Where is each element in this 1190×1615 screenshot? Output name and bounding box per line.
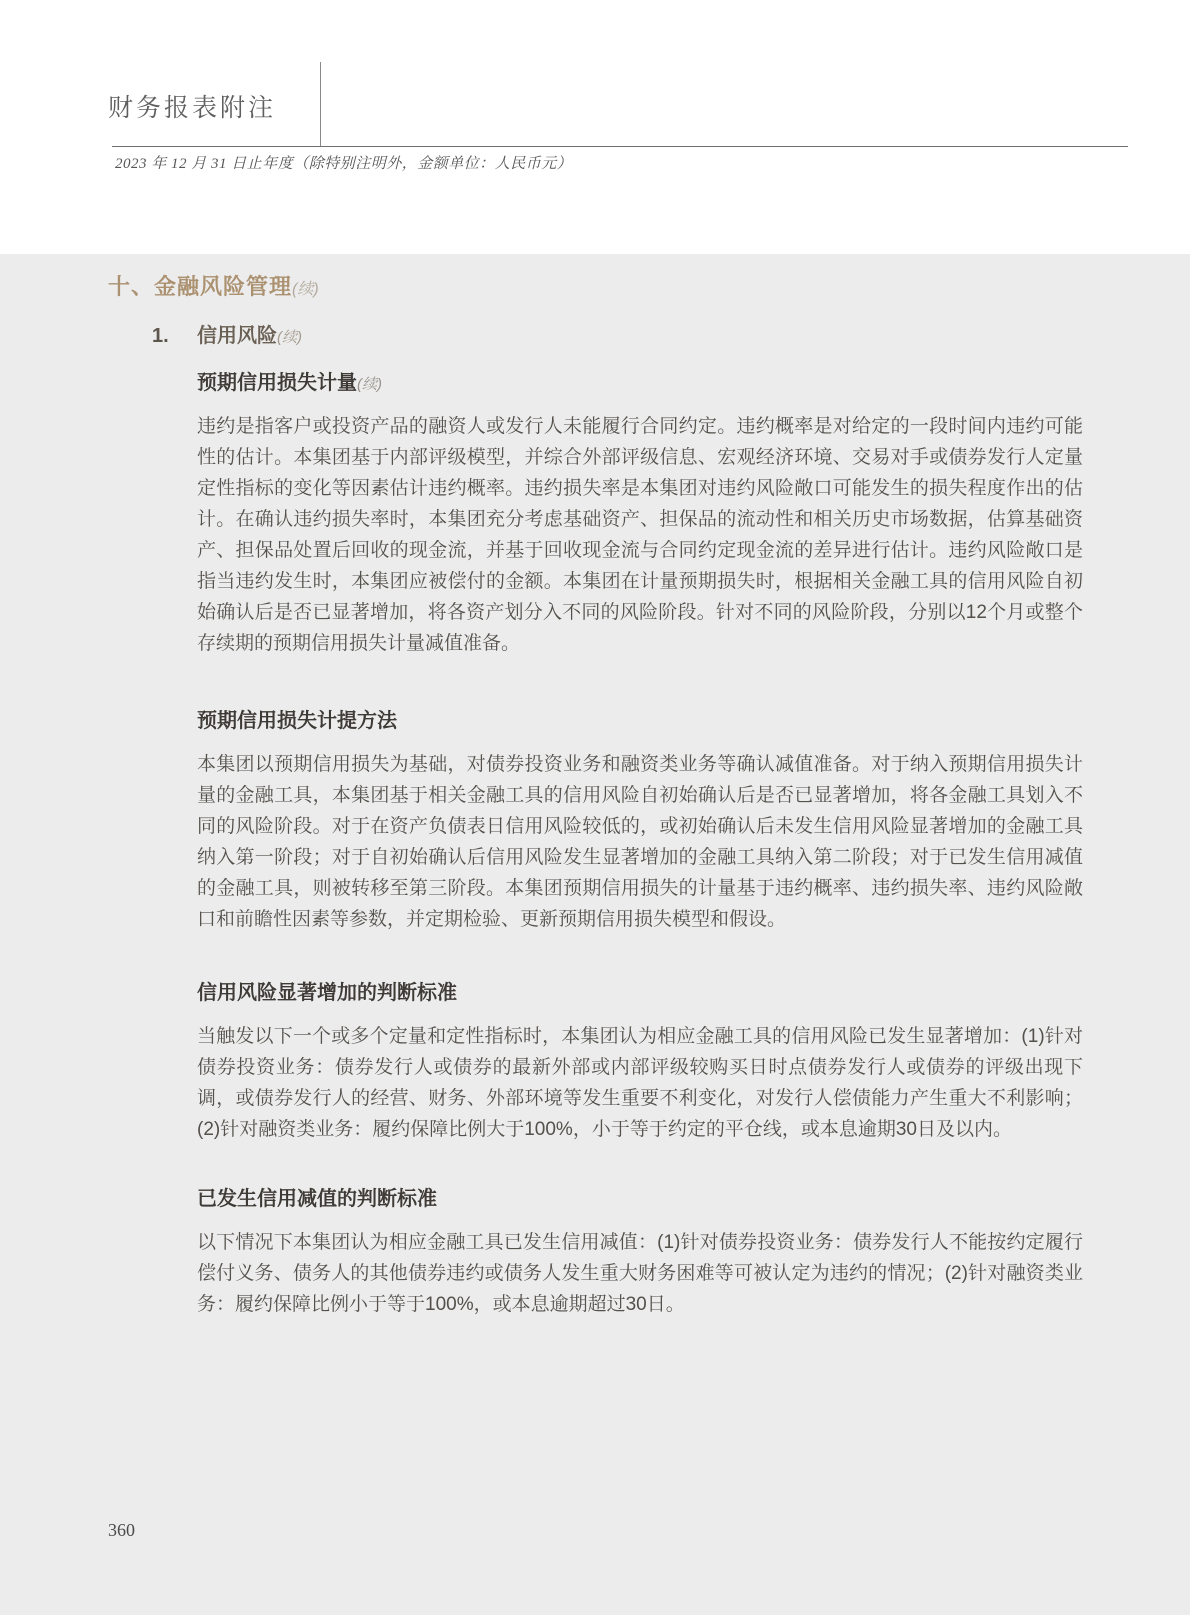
subsection-title: 信用风险 — [197, 325, 277, 347]
page-number: 360 — [108, 1520, 135, 1540]
block-heading — [197, 369, 1083, 399]
block-credit-impaired-criteria — [197, 1185, 1083, 1320]
block-heading-text: 预期信用损失计提方法 — [197, 710, 397, 732]
section-title: 金融风险管理 — [154, 274, 293, 299]
subsection-number: 1. — [152, 325, 169, 347]
section-number: 十、 — [108, 274, 155, 299]
block-heading — [197, 979, 1083, 1009]
block-paragraph: 当触发以下一个或多个定量和定性指标时，本集团认为相应金融工具的信用风险已发生显著增加：(1)针对债券投资业务：债券发行人或债券的最新外部或内部评级较购买日时点债券发行人或债券的评级出现下调，或债券发行人的经营、财务、外部环境等发生重要不利变化，对发行人偿债能力产生重大不利影响；(2)针对融资类业务：履约保障比例大于100%，小于等于约定的平仓线，或本息逾期30日及以内。 — [197, 1026, 1083, 1140]
block-heading-text: 已发生信用减值的判断标准 — [197, 1188, 437, 1210]
content-column — [197, 369, 1083, 1320]
document-subtitle: 2023 年 12 月 31 日止年度（除特别注明外，金额单位：人民币元） — [115, 156, 573, 172]
page-header — [0, 0, 1190, 254]
block-heading-text: 预期信用损失计量 — [197, 372, 357, 394]
block-heading — [197, 1185, 1083, 1215]
block-paragraph: 以下情况下本集团认为相应金融工具已发生信用减值：(1)针对债券投资业务：债券发行人不能按约定履行偿付义务、债务人的其他债券违约或债务人发生重大财务困难等可被认定为违约的情况；(2)针对融资类业务：履约保障比例小于等于100%，或本息逾期超过30日。 — [197, 1232, 1083, 1315]
block-ecl-provision-method — [197, 707, 1083, 935]
block-continued-marker: (续) — [357, 376, 382, 393]
header-vertical-divider — [320, 62, 321, 147]
block-heading-text: 信用风险显著增加的判断标准 — [197, 982, 457, 1004]
subsection-continued-marker: (续) — [277, 329, 302, 346]
block-paragraph: 违约是指客户或投资产品的融资人或发行人未能履行合同约定。违约概率是对给定的一段时间内违约可能性的估计。本集团基于内部评级模型，并综合外部评级信息、宏观经济环境、交易对手或债券发行人定量定性指标的变化等因素估计违约概率。违约损失率是本集团对违约风险敞口可能发生的损失程度作出的估计。在确认违约损失率时，本集团充分考虑基础资产、担保品的流动性和相关历史市场数据，估算基础资产、担保品处置后回收的现金流，并基于回收现金流与合同约定现金流的差异进行估计。违约风险敞口是指当违约发生时，本集团应被偿付的金额。本集团在计量预期损失时，根据相关金融工具的信用风险自初始确认后是否已显著增加，将各资产划分入不同的风险阶段。针对不同的风险阶段，分别以12个月或整个存续期的预期信用损失计量减值准备。 — [197, 416, 1083, 654]
block-heading — [197, 707, 1083, 737]
block-paragraph: 本集团以预期信用损失为基础，对债券投资业务和融资类业务等确认减值准备。对于纳入预期信用损失计量的金融工具，本集团基于相关金融工具的信用风险自初始确认后是否已显著增加，将各金融工具划入不同的风险阶段。对于在资产负债表日信用风险较低的，或初始确认后未发生信用风险显著增加的金融工具纳入第一阶段；对于自初始确认后信用风险发生显著增加的金融工具纳入第二阶段；对于已发生信用减值的金融工具，则被转移至第三阶段。本集团预期信用损失的计量基于违约概率、违约损失率、违约风险敞口和前瞻性因素等参数，并定期检验、更新预期信用损失模型和假设。 — [197, 754, 1083, 930]
block-sicr-criteria — [197, 979, 1083, 1145]
subsection-heading — [152, 321, 1190, 353]
block-ecl-measurement — [197, 369, 1083, 659]
section-continued-marker: (续) — [292, 281, 319, 298]
section-heading — [108, 272, 1190, 305]
header-horizontal-rule — [112, 146, 1128, 147]
page-body — [0, 254, 1190, 1615]
document-title: 财务报表附注 — [108, 95, 277, 122]
